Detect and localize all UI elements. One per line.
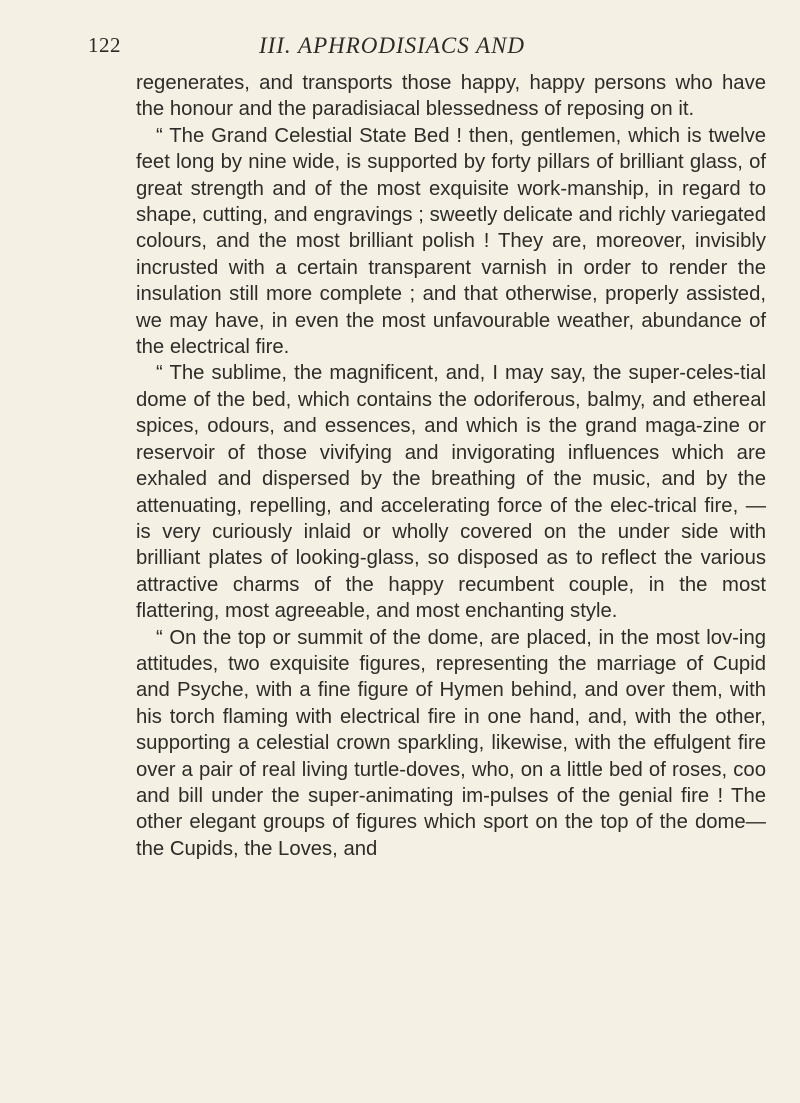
body-text — [136, 70, 766, 862]
running-head: III. APHRODISIACS AND — [258, 33, 526, 58]
paragraph-continuation: regenerates, and transports those happy, happy persons who have the honour and the paradisiacal blessedness of reposing on it. — [136, 72, 766, 121]
paragraph-summit-figures: “ On the top or summit of the dome, are placed, in the most lov-ing attitudes, two exquisite figures, representing the marriage of Cupid and Psyche, with a fine figure of Hymen behind, and over them, with his torch flaming with electrical fire in one hand, and, with the other, supporting a celestial crown sparkling, likewise, with the effulgent fire over a pair of real living turtle-doves, who, on a little bed of roses, coo and bill under the super-animating im-pulses of the genial fire ! The other elegant groups of figures which sport on the top of the dome—the Cupids, the Loves, and — [136, 626, 766, 860]
paragraph-dome: “ The sublime, the magnificent, and, I may say, the super-celes-tial dome of the bed, which contains the odoriferous, balmy, and ethereal spices, odours, and essences, and which is the grand maga-zine or reservoir of those vivifying and invigorating influences which are exhaled and dispersed by the breathing of the music, and by the attenuating, repelling, and accelerating force of the elec-trical fire, — is very curiously inlaid or wholly covered on the under side with brilliant plates of looking-glass, so disposed as to reflect the various attractive charms of the happy recumbent couple, in the most flattering, most agreeable, and most enchanting style. — [136, 362, 766, 623]
page-header — [88, 33, 696, 63]
page-number: 122 — [88, 33, 121, 57]
paragraph-state-bed: “ The Grand Celestial State Bed ! then, gentlemen, which is twelve feet long by nine wide, is supported by forty pillars of brilliant glass, of great strength and of the most exquisite work-manship, in regard to shape, cutting, and engravings ; sweetly delicate and richly variegated colours, and the most brilliant polish ! They are, moreover, invisibly incrusted with a certain transparent varnish in order to render the insulation still more complete ; and that otherwise, properly assisted, we may have, in even the most unfavourable weather, abundance of the electrical fire. — [136, 124, 766, 359]
